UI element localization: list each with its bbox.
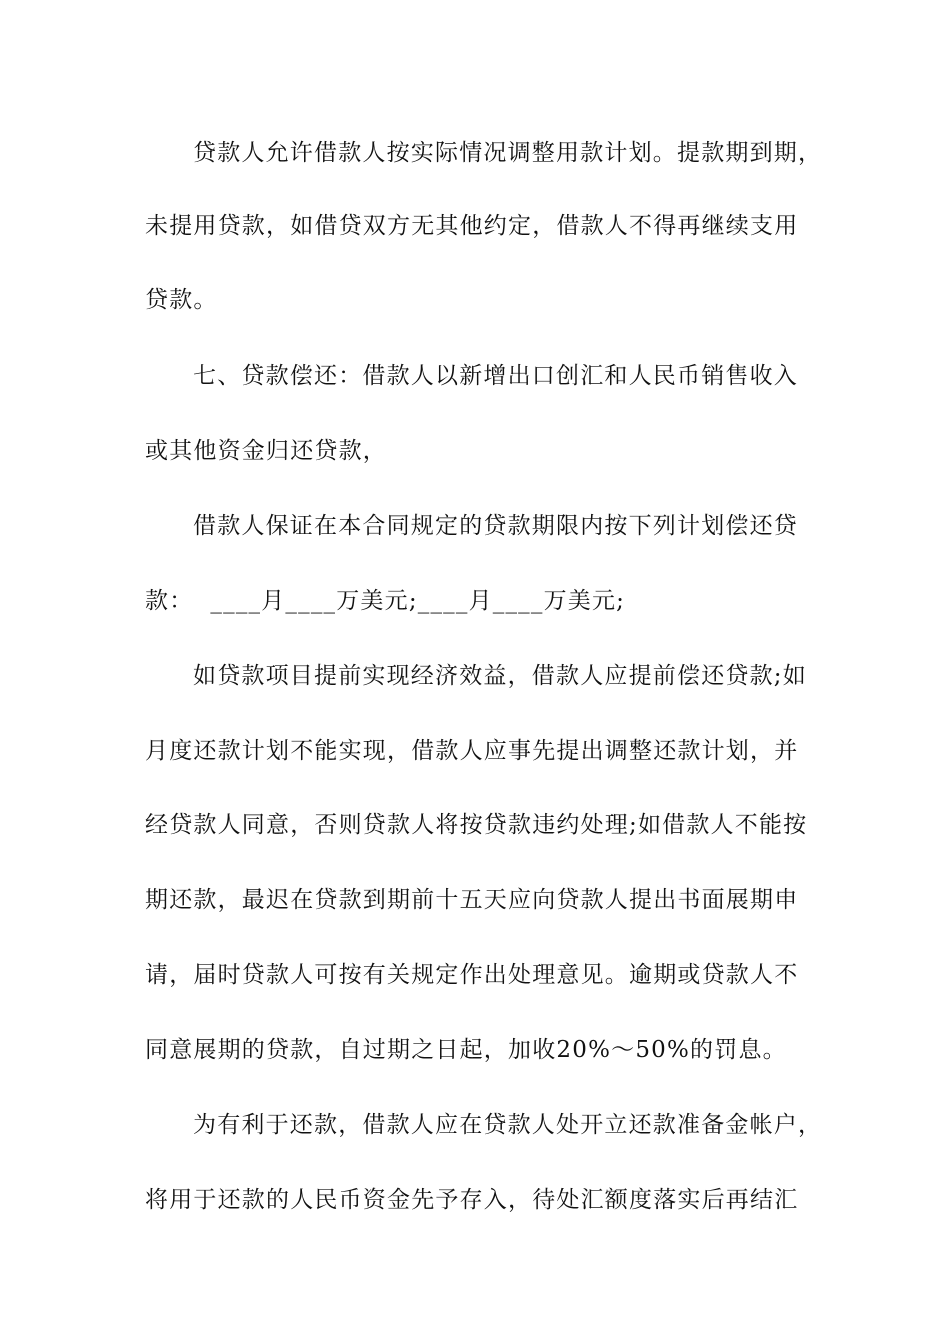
text-line: 或其他资金归还贷款， (145, 438, 387, 464)
text-line: 将用于还款的人民币资金先予存入，待处汇额度落实后再结汇 (145, 1187, 799, 1213)
text-line: 款： ____月____万美元;____月____万美元; (145, 588, 626, 614)
text-line: 贷款。 (145, 287, 218, 313)
text-line: 贷款人允许借款人按实际情况调整用款计划。提款期到期， (193, 140, 823, 166)
text-line: 借款人保证在本合同规定的贷款期限内按下列计划偿还贷 (193, 513, 798, 539)
text-line: 未提用贷款，如借贷双方无其他约定，借款人不得再继续支用 (145, 213, 799, 239)
text-line: 期还款，最迟在贷款到期前十五天应向贷款人提出书面展期申 (145, 887, 799, 913)
text-line: 请，届时贷款人可按有关规定作出处理意见。逾期或贷款人不 (145, 962, 799, 988)
text-line: 如贷款项目提前实现经济效益，借款人应提前偿还贷款;如 (193, 663, 807, 689)
text-line: 为有利于还款，借款人应在贷款人处开立还款准备金帐户， (193, 1112, 823, 1138)
text-line: 月度还款计划不能实现，借款人应事先提出调整还款计划，并 (145, 738, 799, 764)
text-line: 经贷款人同意，否则贷款人将按贷款违约处理;如借款人不能按 (145, 812, 808, 838)
text-line: 七、贷款偿还：借款人以新增出口创汇和人民币销售收入 (193, 363, 798, 389)
text-line: 同意展期的贷款，自过期之日起，加收20%～50%的罚息。 (145, 1037, 787, 1063)
